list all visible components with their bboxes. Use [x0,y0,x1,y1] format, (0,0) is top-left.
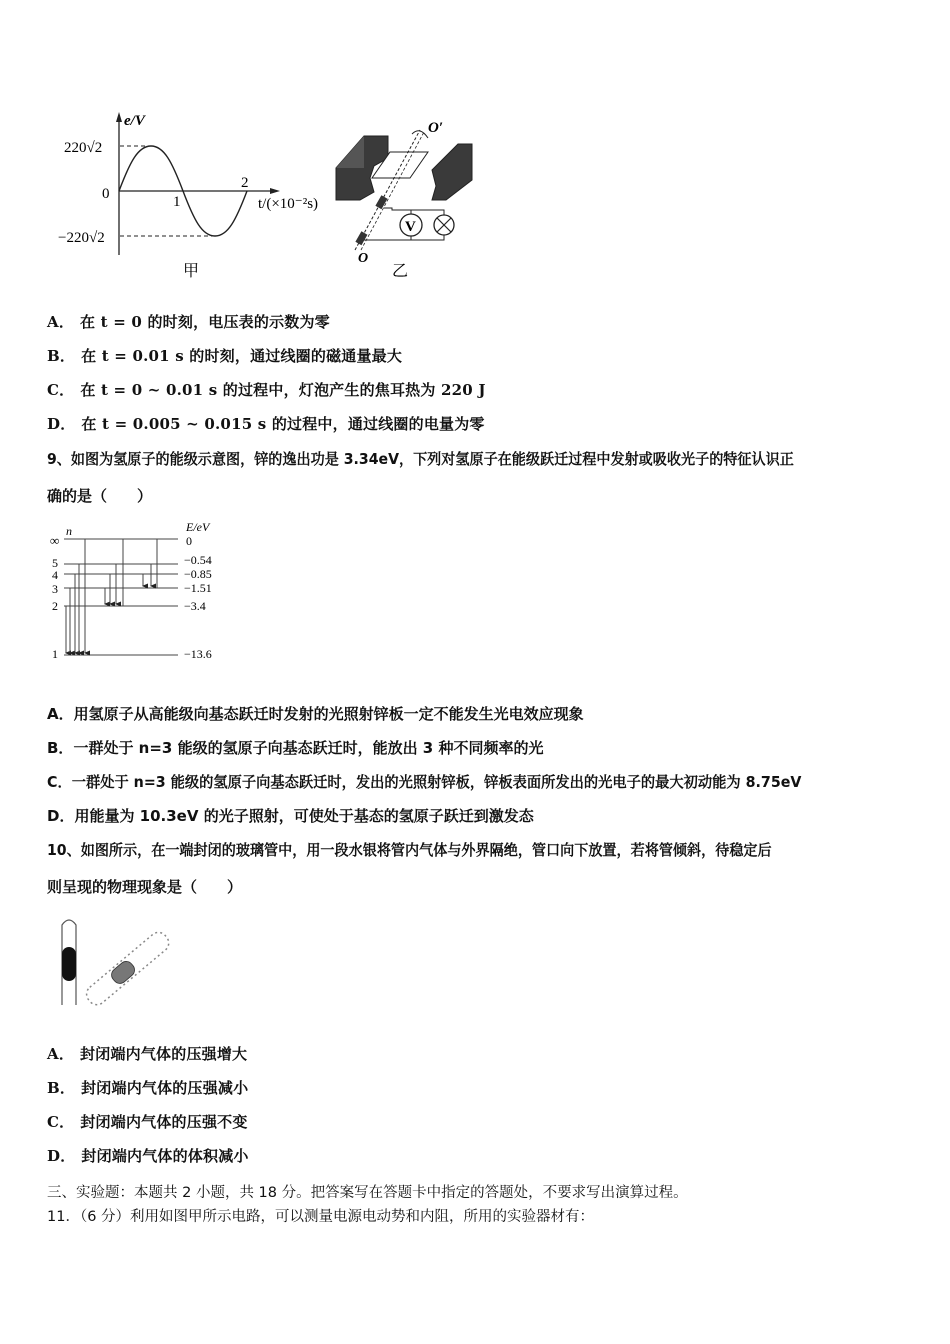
option-text: 用能量为 10.3eV 的光子照射，可使处于基态的氢原子跃迁到激发态 [74,807,534,825]
level-n: 5 [52,556,58,570]
level-n: 3 [52,582,58,596]
axis-bottom-label: O [358,251,369,266]
q10-option-c [47,1111,248,1132]
axis-top-label: O′ [428,120,444,136]
level-energy: −13.6 [184,647,212,661]
option-label: D． [47,415,76,433]
level-energy: 0 [186,534,192,548]
option-label: A． [47,705,74,723]
q9-option-d [47,805,534,826]
q8-option-b [47,345,402,366]
section3-heading: 三、实验题：本题共 2 小题，共 18 分。把答案写在答题卡中指定的答题处，不要求写出演算过程。 [47,1185,688,1201]
q9-option-a [47,703,584,724]
option-label: B． [47,347,76,365]
level-n: 2 [52,599,58,613]
x-tick-1: 1 [173,194,181,210]
q8-option-a [47,311,330,332]
level-energy: −3.4 [184,599,206,613]
option-label: B． [47,1079,76,1097]
q8-option-c [47,379,486,400]
q10-stem-line1: 10、如图所示，在一端封闭的玻璃管中，用一段水银将管内气体与外界隔绝，管口向下放置，若将管倾斜，待稳定后 [47,841,772,859]
option-text: 一群处于 n=3 能级的氢原子向基态跃迁时，发出的光照射锌板，锌板表面所发出的光电子的最大初动能为 8.75eV [71,773,802,791]
q9-stem-line1: 9、如图为氢原子的能级示意图，锌的逸出功是 3.34eV，下列对氢原子在能级跃迁过程中发射或吸收光子的特征认识正 [47,450,794,468]
option-text: 封闭端内气体的体积减小 [81,1147,249,1165]
x-tick-2: 2 [241,175,249,191]
y-max-label: 220√2 [64,140,103,156]
voltmeter-label: V [405,219,416,235]
option-label: D． [47,1147,76,1165]
option-label: A． [47,1045,75,1063]
q8-option-d [47,413,485,434]
option-text: 一群处于 n=3 能级的氢原子向基态跃迁时，能放出 3 种不同频率的光 [73,739,544,757]
graph-caption: 甲 [183,263,200,280]
q9-option-b [47,737,543,758]
option-text: 在 t = 0 的时刻，电压表的示数为零 [80,313,330,331]
q10-option-b [47,1077,248,1098]
q9-stem-line2: 确的是（ ） [47,487,153,505]
level-n: ∞ [50,533,60,548]
level-energy: −0.85 [184,567,212,581]
level-energy: −1.51 [184,581,212,595]
y-min-label: −220√2 [58,230,105,246]
option-label: B． [47,739,74,757]
option-label: C． [47,773,72,791]
generator-diagram [320,100,480,290]
option-text: 封闭端内气体的压强不变 [80,1113,248,1131]
n-axis-label: n [66,524,72,538]
option-label: A． [47,313,75,331]
level-energy: −0.54 [184,553,212,567]
hydrogen-energy-level-diagram [40,515,240,665]
option-text: 在 t = 0.005 ~ 0.015 s 的过程中，通过线圈的电量为零 [81,415,485,433]
q10-option-a [47,1043,247,1064]
option-text: 用氢原子从高能级向基态跃迁时发射的光照射锌板一定不能发生光电效应现象 [73,705,584,723]
option-text: 在 t = 0.01 s 的时刻，通过线圈的磁通量最大 [81,347,403,365]
option-text: 封闭端内气体的压强增大 [80,1045,248,1063]
x-axis-label: t/(×10⁻²s) [258,196,319,212]
e-axis-label: E/eV [186,520,210,534]
y-axis-label: e/V [124,113,145,129]
emf-time-graph [40,100,340,290]
q10-stem-line2: 则呈现的物理现象是（ ） [47,878,243,896]
level-n: 4 [52,568,58,582]
generator-caption: 乙 [392,263,409,280]
option-text: 在 t = 0 ~ 0.01 s 的过程中，灯泡产生的焦耳热为 220 J [80,381,486,399]
q9-option-c [47,771,801,792]
origin-label: 0 [102,186,110,202]
glass-tube-diagram [40,905,190,1025]
level-n: 1 [52,647,58,661]
q11-stem: 11．（6 分）利用如图甲所示电路，可以测量电源电动势和内阻，所用的实验器材有： [47,1209,595,1225]
option-label: C． [47,381,75,399]
q10-option-d [47,1145,249,1166]
option-label: D． [47,807,75,825]
option-label: C． [47,1113,75,1131]
option-text: 封闭端内气体的压强减小 [81,1079,249,1097]
